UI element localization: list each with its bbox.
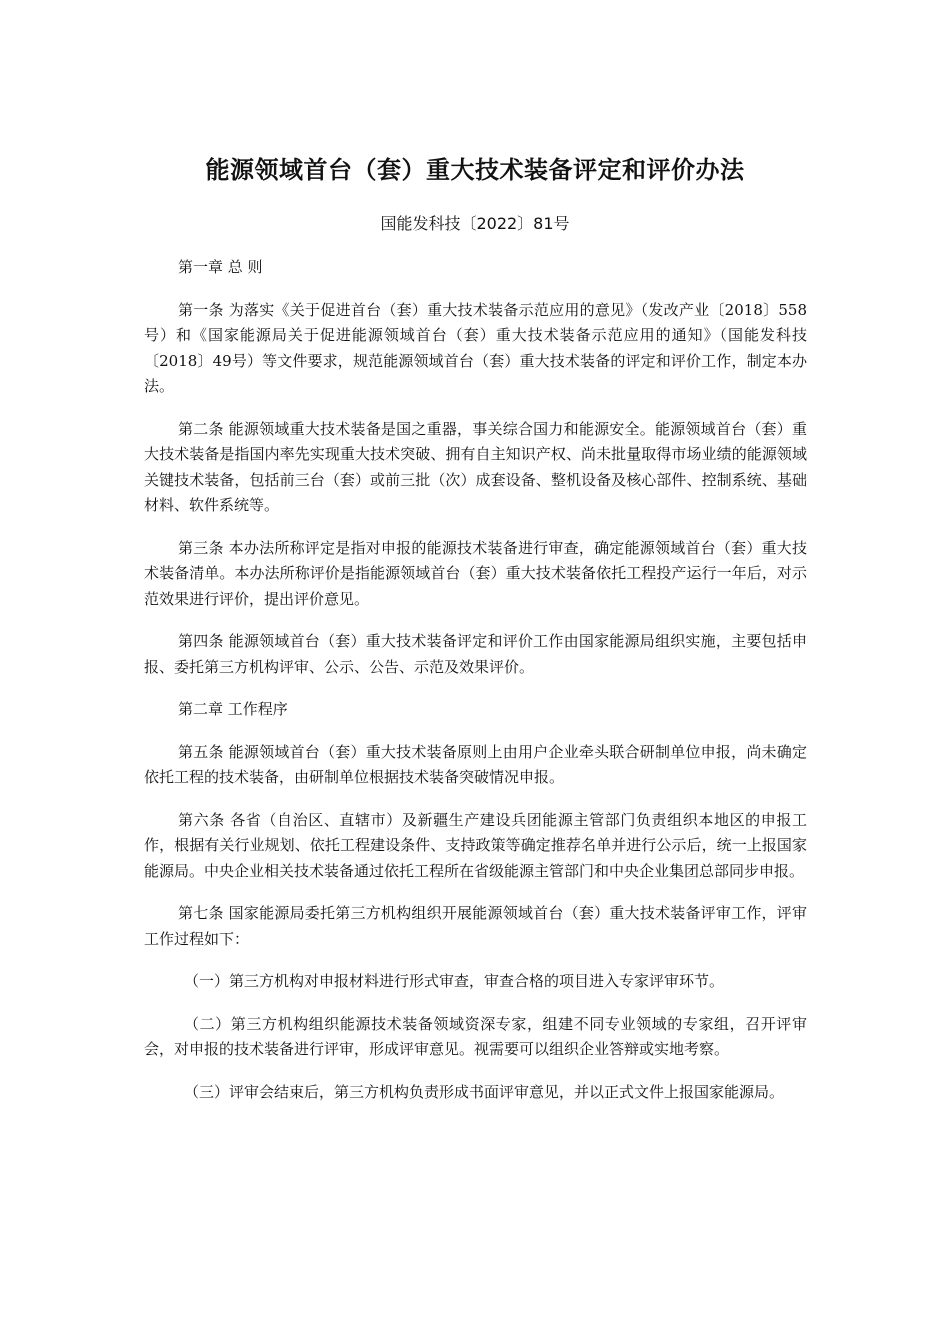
chapter-heading-2: 第二章 工作程序 [178,700,288,718]
article-7-item-1: （一）第三方机构对申报材料进行形式审查，审查合格的项目进入专家评审环节。 [184,972,725,990]
article-7-item-2: （二）第三方机构组织能源技术装备领域资深专家，组建不同专业领域的专家组，召开评审会，对申报的技术装备进行评审，形成评审意见。视需要可以组织企业答辩或实地考察。 [144,1014,807,1058]
article-7-item-3: （三）评审会结束后，第三方机构负责形成书面评审意见，并以正式文件上报国家能源局。 [184,1082,785,1101]
document-title: 能源领域首台（套）重大技术装备评定和评价办法 [205,156,745,184]
document-body [144,255,807,1122]
article-2: 第二条 能源领域重大技术装备是国之重器，事关综合国力和能源安全。能源领域首台（套）重大技术装备是指国内率先实现重大技术突破、拥有自主知识产权、尚未批量取得市场业绩的能源领域关键技术装备，包括前三台（套）或前三批（次）成套设备、整机设备及核心部件、控制系统、基础材料、软件系统等。 [144,419,807,514]
chapter-heading-1: 第一章 总 则 [178,258,263,276]
article-7: 第七条 国家能源局委托第三方机构组织开展能源领域首台（套）重大技术装备评审工作，评审工作过程如下： [144,904,807,948]
article-3: 第三条 本办法所称评定是指对申报的能源技术装备进行审查，确定能源领域首台（套）重大技术装备清单。本办法所称评价是指能源领域首台（套）重大技术装备依托工程投产运行一年后，对示范效果进行评价，提出评价意见。 [144,538,807,608]
article-1: 第一条 为落实《关于促进首台（套）重大技术装备示范应用的意见》（发改产业〔2018〕558号）和《国家能源局关于促进能源领域首台（套）重大技术装备示范应用的通知》（国能发科技〔2018〕49号）等文件要求，规范能源领域首台（套）重大技术装备的评定和评价工作，制定本办法。 [144,300,807,395]
article-4: 第四条 能源领域首台（套）重大技术装备评定和评价工作由国家能源局组织实施，主要包括申报、委托第三方机构评审、公示、公告、示范及效果评价。 [144,632,807,676]
article-5: 第五条 能源领域首台（套）重大技术装备原则上由用户企业牵头联合研制单位申报，尚未确定依托工程的技术装备，由研制单位根据技术装备突破情况申报。 [144,742,807,786]
article-6: 第六条 各省（自治区、直辖市）及新疆生产建设兵团能源主管部门负责组织本地区的申报工作，根据有关行业规划、依托工程建设条件、支持政策等确定推荐名单并进行公示后，统一上报国家能源局。中央企业相关技术装备通过依托工程所在省级能源主管部门和中央企业集团总部同步申报。 [144,810,807,880]
document-number: 国能发科技〔2022〕81号 [380,214,570,233]
